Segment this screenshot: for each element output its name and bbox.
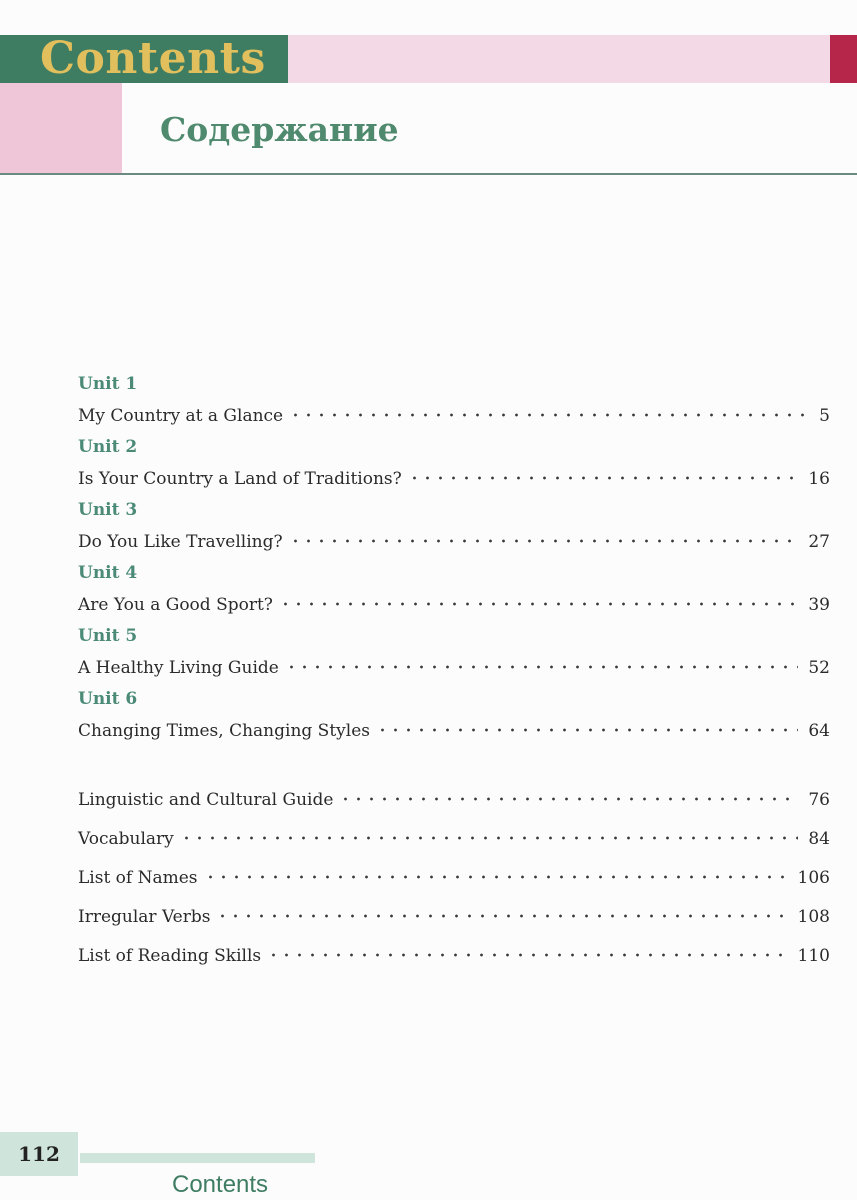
entry-page: 84: [808, 829, 830, 849]
dot-leader: [204, 858, 788, 883]
entry-page: 39: [808, 595, 830, 615]
unit-label: Unit 1: [78, 374, 138, 394]
header-pink-band: [288, 35, 830, 83]
dot-leader: [339, 780, 798, 805]
toc-entry-linguistic-guide[interactable]: [78, 780, 830, 810]
toc-entry-irregular-verbs[interactable]: [78, 897, 830, 927]
unit-label: Unit 3: [78, 500, 138, 520]
entry-title: Is Your Country a Land of Traditions?: [78, 469, 402, 489]
unit-label: Unit 6: [78, 689, 138, 709]
toc-entry[interactable]: [78, 459, 830, 489]
header-rule: [0, 173, 857, 175]
unit-label: Unit 4: [78, 563, 138, 583]
entry-page: 106: [797, 868, 830, 888]
toc-entry[interactable]: [78, 522, 830, 552]
unit-label: Unit 5: [78, 626, 138, 646]
entry-page: 110: [797, 946, 830, 966]
toc-entry[interactable]: [78, 711, 830, 741]
unit-label: Unit 2: [78, 437, 138, 457]
entry-title: A Healthy Living Guide: [78, 658, 279, 678]
dot-leader: [376, 711, 798, 736]
toc-unit-5: [78, 624, 830, 678]
dot-leader: [289, 396, 809, 421]
entry-page: 5: [819, 406, 830, 426]
entry-page: 27: [808, 532, 830, 552]
entry-page: 76: [808, 790, 830, 810]
dot-leader: [408, 459, 799, 484]
footer-label: Contents: [172, 1171, 269, 1198]
toc-entry[interactable]: [78, 585, 830, 615]
entry-title: My Country at a Glance: [78, 406, 284, 426]
toc-unit-3: [78, 498, 830, 552]
dot-leader: [267, 936, 787, 961]
toc-unit-2: [78, 435, 830, 489]
entry-page: 16: [808, 469, 830, 489]
toc-entry[interactable]: [78, 648, 830, 678]
entry-title: Do You Like Travelling?: [78, 532, 283, 552]
entry-title: List of Names: [78, 868, 198, 888]
toc-entry[interactable]: [78, 396, 830, 426]
entry-page: 64: [808, 721, 830, 741]
toc-unit-4: [78, 561, 830, 615]
entry-title: Vocabulary: [78, 829, 174, 849]
header-pink-block: [0, 83, 122, 173]
appendix-list: [78, 780, 830, 975]
toc-unit-1: [78, 372, 830, 426]
entry-title: Changing Times, Changing Styles: [78, 721, 370, 741]
header-crimson-tab: [830, 35, 857, 83]
entry-title: Irregular Verbs: [78, 907, 211, 927]
footer-bar: [80, 1153, 315, 1163]
toc-unit-6: [78, 687, 830, 741]
entry-page: 108: [797, 907, 830, 927]
dot-leader: [285, 648, 799, 673]
toc-entry-vocabulary[interactable]: [78, 819, 830, 849]
dot-leader: [216, 897, 787, 922]
page-title-russian: Содержание: [160, 110, 399, 149]
dot-leader: [279, 585, 798, 610]
footer-page-number: 112: [18, 1142, 60, 1166]
table-of-contents: [78, 372, 830, 750]
dot-leader: [289, 522, 799, 547]
entry-title: Linguistic and Cultural Guide: [78, 790, 334, 810]
entry-page: 52: [808, 658, 830, 678]
entry-title: List of Reading Skills: [78, 946, 262, 966]
page-title-english: Contents: [40, 33, 266, 84]
toc-entry-list-of-names[interactable]: [78, 858, 830, 888]
entry-title: Are You a Good Sport?: [78, 595, 273, 615]
dot-leader: [180, 819, 799, 844]
toc-entry-reading-skills[interactable]: [78, 936, 830, 966]
